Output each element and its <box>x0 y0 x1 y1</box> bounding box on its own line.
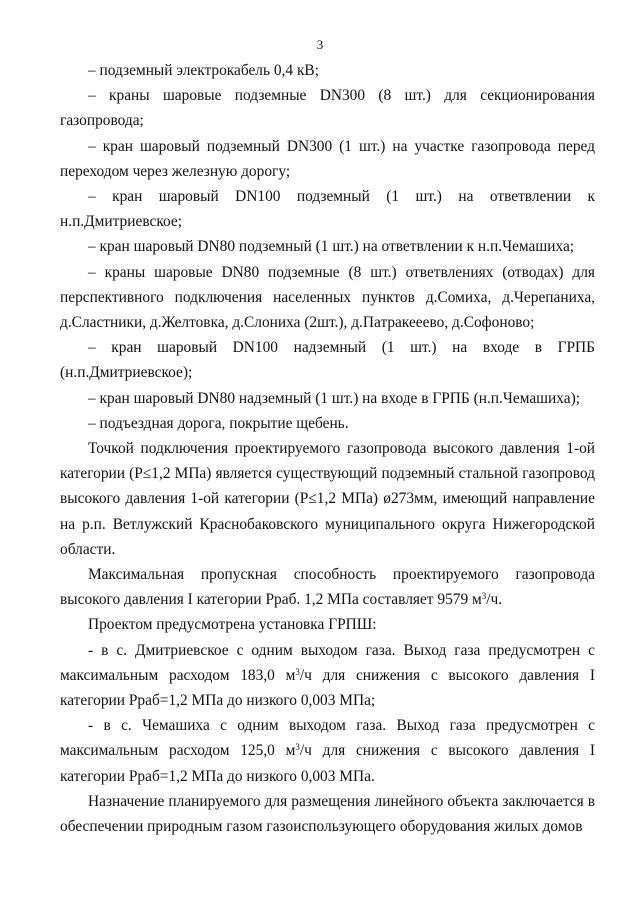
superscript: 3 <box>481 591 487 602</box>
superscript: 3 <box>295 666 300 677</box>
paragraph: Точкой подключения проектируемого газопровода высокого давления 1-ой категории (Р≤1,2 МПа) является существующий подземный стальной газопровод высокого давления 1-ой категории (Р≤1,2 МПа) ø273мм, имеющий направление на р.п. Ветлужский Краснобаковского муниципального округа Нижегородской области. <box>60 440 595 558</box>
paragraph: – подъездная дорога, покрытие щебень. <box>88 414 349 432</box>
paragraph: – краны шаровые DN80 подземные (8 шт.) ответвлениях (отводах) для перспективного подключения населенных пунктов д.Сомиха, д.Черепаниха, д.Сластники, д.Желтовка, д.Слониха (2шт.), д.Патракееево, д.Софоново; <box>60 263 595 332</box>
paragraph: – кран шаровый DN100 надземный (1 шт.) на входе в ГРПБ (н.п.Дмитриевское); <box>60 339 595 382</box>
body-text <box>60 58 595 839</box>
paragraph: Проектом предусмотрена установка ГРПШ: <box>88 616 377 634</box>
paragraph: Максимальная пропускная способность проектируемого газопровода высокого давления I категории Рраб. 1,2 МПа составляет 9579 $м^3/ч$. <box>60 566 595 609</box>
paragraph: - в с. Чемашиха с одним выходом газа. Выход газа предусмотрен с максимальным расходом 125,0 $м^3/ч$ для снижения с высокого давления I категории Рраб=1,2 МПа до низкого 0,003 МПа. <box>60 717 595 785</box>
paragraph: – подземный электрокабель 0,4 кВ; <box>88 62 319 79</box>
paragraph: – кран шаровый подземный DN300 (1 шт.) на участке газопровода перед переходом через железную дорогу; <box>60 137 595 180</box>
paragraph: - в с. Дмитриевское с одним выходом газа. Выход газа предусмотрен с максимальным расходом 183,0 $м^3/ч$ для снижения с высокого давления I категории Рраб=1,2 МПа до низкого 0,003 МПа; <box>60 641 595 710</box>
page-number: 3 <box>316 37 324 52</box>
paragraph: Назначение планируемого для размещения линейного объекта заключается в обеспечении природным газом газоиспользующего оборудования жилых домов <box>60 792 595 836</box>
superscript: 3 <box>295 742 300 753</box>
paragraph: – краны шаровые подземные DN300 (8 шт.) для секционирования газопровода; <box>60 87 595 130</box>
paragraph: – кран шаровый DN100 подземный (1 шт.) на ответвлении к н.п.Дмитриевское; <box>60 188 595 231</box>
paragraph: – кран шаровый DN80 надземный (1 шт.) на входе в ГРПБ (н.п.Чемашиха); <box>88 389 580 407</box>
paragraph: – кран шаровый DN80 подземный (1 шт.) на ответвлении к н.п.Чемашиха; <box>88 238 575 256</box>
